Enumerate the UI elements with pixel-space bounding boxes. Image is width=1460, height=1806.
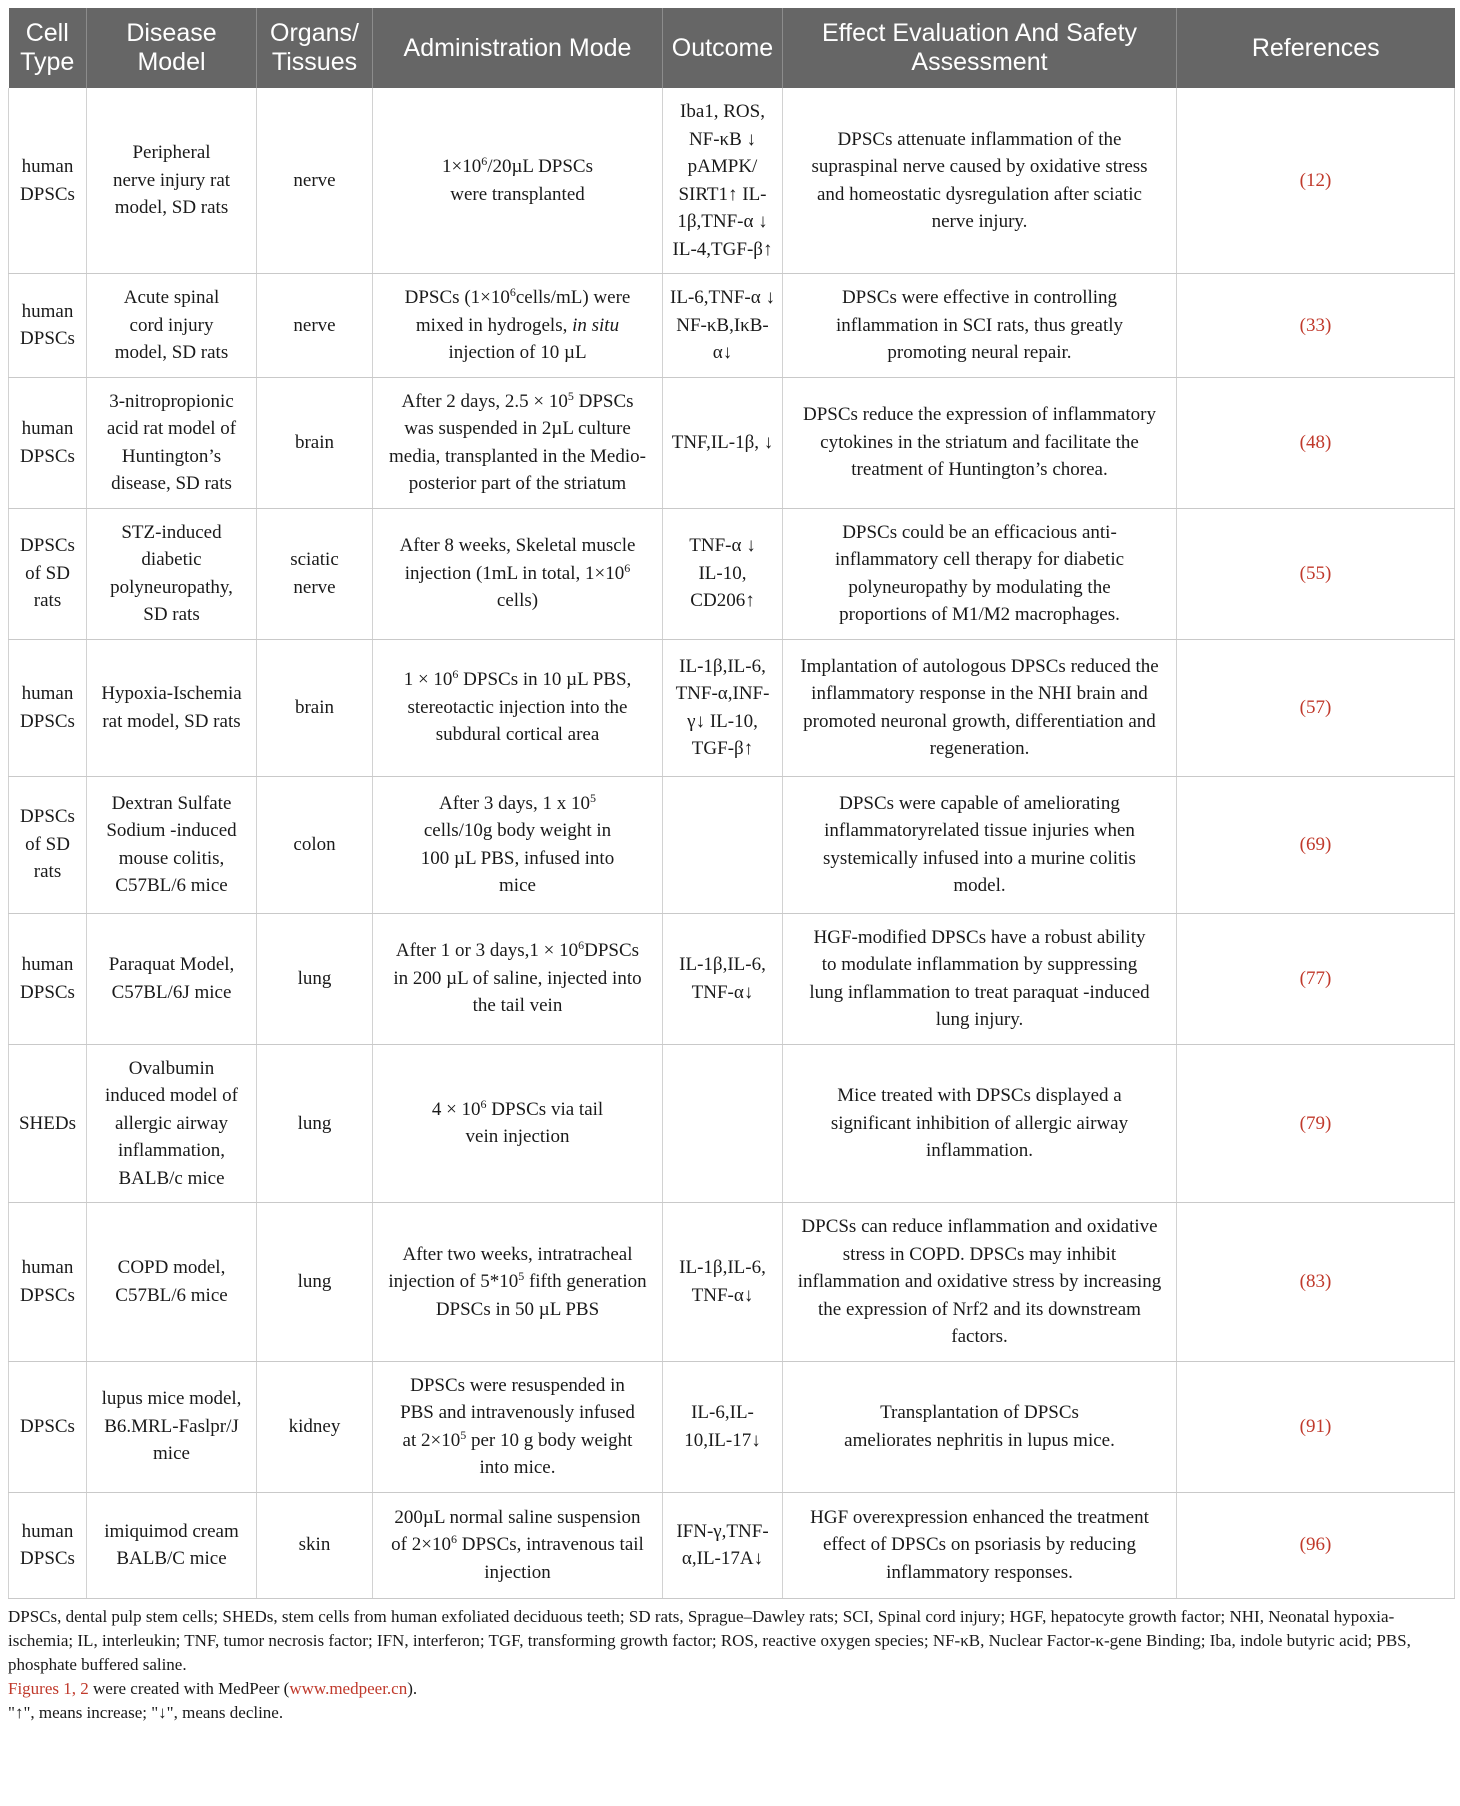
table-page (8, 8, 1454, 1725)
header-cell-type: Cell Type (9, 8, 87, 88)
outcome: IL-1β,IL-6, TNF-α↓ (663, 1203, 783, 1362)
reference-link[interactable]: (12) (1177, 88, 1455, 274)
outcome: IFN-γ,TNF-α,IL-17A↓ (663, 1492, 783, 1598)
disease-model: imiquimod cream BALB/C mice (87, 1492, 257, 1598)
cell-type: DPSCs of SD rats (9, 776, 87, 913)
header-disease-model: Disease Model (87, 8, 257, 88)
cell-type: DPSCs (9, 1361, 87, 1492)
reference-link[interactable]: (77) (1177, 913, 1455, 1044)
cell-type: human DPSCs (9, 274, 87, 378)
disease-model: Hypoxia-Ischemia rat model, SD rats (87, 639, 257, 776)
table-row (9, 274, 1455, 378)
disease-model: Dextran Sulfate Sodium -induced mouse colitis, C57BL/6 mice (87, 776, 257, 913)
organs: lung (257, 913, 373, 1044)
outcome: TNF-α ↓ IL-10, CD206↑ (663, 508, 783, 639)
administration-mode: After two weeks, intratracheal injection of $5*10^5$ fifth generation DPSCs in 50 µL PBS (373, 1203, 663, 1362)
disease-model: Ovalbumin induced model of allergic airway inflammation, BALB/c mice (87, 1044, 257, 1203)
administration-mode: DPSCs $(1\times 10^6cells/mL)$ were mixed in hydrogels, in situ injection of 10 µL (373, 274, 663, 378)
reference-link[interactable]: (33) (1177, 274, 1455, 378)
administration-mode: $1 \times 10^6$ DPSCs in 10 µL PBS, stereotactic injection into the subdural cortical area (373, 639, 663, 776)
table-footnotes (8, 1605, 1454, 1725)
reference-link[interactable]: (83) (1177, 1203, 1455, 1362)
outcome (663, 1044, 783, 1203)
reference-link[interactable]: (79) (1177, 1044, 1455, 1203)
header-organs: Organs/ Tissues (257, 8, 373, 88)
cell-type: human DPSCs (9, 1203, 87, 1362)
outcome: TNF,IL-1β, ↓ (663, 377, 783, 508)
organs: lung (257, 1044, 373, 1203)
outcome: IL-1β,IL-6, TNF-α,INF-γ↓ IL-10, TGF-β↑ (663, 639, 783, 776)
cell-type: human DPSCs (9, 639, 87, 776)
disease-model: Paraquat Model, C57BL/6J mice (87, 913, 257, 1044)
effect-evaluation: Implantation of autologous DPSCs reduced the inflammatory response in the NHI brain and promoted neuronal growth, differentiation and regeneration. (783, 639, 1177, 776)
outcome: IL-6,IL-10,IL-17↓ (663, 1361, 783, 1492)
cell-type: human DPSCs (9, 913, 87, 1044)
disease-model: lupus mice model, B6.MRL-Faslpr/J mice (87, 1361, 257, 1492)
organs: nerve (257, 274, 373, 378)
cell-type: DPSCs of SD rats (9, 508, 87, 639)
administration-mode: After 1 or 3 days,1 × $10^6DPSCs$ in 200 µL of saline, injected into the tail vein (373, 913, 663, 1044)
header-references: References (1177, 8, 1455, 88)
effect-evaluation: HGF overexpression enhanced the treatment effect of DPSCs on psoriasis by reducing inflammatory responses. (783, 1492, 1177, 1598)
effect-evaluation: HGF-modified DPSCs have a robust ability to modulate inflammation by suppressing lung inflammation to treat paraquat -induced lung injury. (783, 913, 1177, 1044)
header-effect: Effect Evaluation And Safety Assessment (783, 8, 1177, 88)
reference-link[interactable]: (55) (1177, 508, 1455, 639)
table-row (9, 88, 1455, 274)
organs: brain (257, 639, 373, 776)
administration-mode: DPSCs were resuspended in PBS and intravenously infused at $2\times 10^5$ per 10 g body weight into mice. (373, 1361, 663, 1492)
effect-evaluation: DPSCs could be an efficacious anti-inflammatory cell therapy for diabetic polyneuropathy by modulating the proportions of M1/M2 macrophages. (783, 508, 1177, 639)
reference-link[interactable]: (96) (1177, 1492, 1455, 1598)
outcome: Iba1, ROS, NF-κB ↓ pAMPK/ SIRT1↑ IL-1β,TNF-α ↓ IL-4,TGF-β↑ (663, 88, 783, 274)
organs: lung (257, 1203, 373, 1362)
effect-evaluation: DPCSs can reduce inflammation and oxidative stress in COPD. DPSCs may inhibit inflammation and oxidative stress by increasing the expression of Nrf2 and its downstream factors. (783, 1203, 1177, 1362)
arrows-note: "↑", means increase; "↓", means decline. (8, 1702, 284, 1722)
header-administration: Administration Mode (373, 8, 663, 88)
cell-type: human DPSCs (9, 88, 87, 274)
organs: colon (257, 776, 373, 913)
table-row (9, 1044, 1455, 1203)
disease-model: Acute spinal cord injury model, SD rats (87, 274, 257, 378)
administration-mode: 200µL normal saline suspension of $2\times 10^6$ DPSCs, intravenous tail injection (373, 1492, 663, 1598)
table-row (9, 1203, 1455, 1362)
administration-mode: After 2 days, $2.5 \times 10^5$ DPSCs was suspended in 2µL culture media, transplanted in the Medio-posterior part of the striatum (373, 377, 663, 508)
administration-mode: After 3 days, 1 x $10^5$ cells/10g body weight in 100 µL PBS, infused into mice (373, 776, 663, 913)
table-row (9, 639, 1455, 776)
outcome: IL-1β,IL-6, TNF-α↓ (663, 913, 783, 1044)
table-row (9, 913, 1455, 1044)
effect-evaluation: Mice treated with DPSCs displayed a significant inhibition of allergic airway inflammation. (783, 1044, 1177, 1203)
outcome: IL-6,TNF-α ↓ NF-κB,IκB-α↓ (663, 274, 783, 378)
effect-evaluation: Transplantation of DPSCs ameliorates nephritis in lupus mice. (783, 1361, 1177, 1492)
organs: kidney (257, 1361, 373, 1492)
cell-type: SHEDs (9, 1044, 87, 1203)
figures-link[interactable]: Figures 1, 2 (8, 1678, 89, 1698)
header-row (9, 8, 1455, 88)
dpsc-inflammation-table (8, 8, 1455, 1599)
abbreviations-note: DPSCs, dental pulp stem cells; SHEDs, stem cells from human exfoliated deciduous teeth; SD rats, Sprague–Dawley rats; SCI, Spinal cord injury; HGF, hepatocyte growth factor; NHI, Neonatal hypoxia-ischemia; IL, interleukin; TNF, tumor necrosis factor; IFN, interferon; TGF, transforming growth factor; ROS, reactive oxygen species; NF-κB, Nuclear Factor-κ-gene Binding; Iba, indole butyric acid; PBS, phosphate buffered saline. (8, 1606, 1411, 1674)
medpeer-link[interactable]: www.medpeer.cn (289, 1678, 408, 1698)
reference-link[interactable]: (69) (1177, 776, 1455, 913)
table-row (9, 508, 1455, 639)
figures-credit-note: Figures 1, 2 were created with MedPeer (www.medpeer.cn). (8, 1678, 418, 1698)
organs: brain (257, 377, 373, 508)
effect-evaluation: DPSCs attenuate inflammation of the supraspinal nerve caused by oxidative stress and homeostatic dysregulation after sciatic nerve injury. (783, 88, 1177, 274)
table-row (9, 1492, 1455, 1598)
reference-link[interactable]: (57) (1177, 639, 1455, 776)
disease-model: STZ-induced diabetic polyneuropathy, SD rats (87, 508, 257, 639)
organs: skin (257, 1492, 373, 1598)
administration-mode: $1\times 10^6/20\mu L$ DPSCs were transplanted (373, 88, 663, 274)
reference-link[interactable]: (91) (1177, 1361, 1455, 1492)
cell-type: human DPSCs (9, 377, 87, 508)
table-row (9, 377, 1455, 508)
effect-evaluation: DPSCs were effective in controlling inflammation in SCI rats, thus greatly promoting neural repair. (783, 274, 1177, 378)
organs: nerve (257, 88, 373, 274)
administration-mode: $4 \times 10^6$ DPSCs via tail vein injection (373, 1044, 663, 1203)
effect-evaluation: DPSCs reduce the expression of inflammatory cytokines in the striatum and facilitate the treatment of Huntington’s chorea. (783, 377, 1177, 508)
header-outcome: Outcome (663, 8, 783, 88)
administration-mode: After 8 weeks, Skeletal muscle injection (1mL in total, $1\times 10^6$ cells) (373, 508, 663, 639)
table-row (9, 1361, 1455, 1492)
disease-model: COPD model, C57BL/6 mice (87, 1203, 257, 1362)
outcome (663, 776, 783, 913)
organs: sciatic nerve (257, 508, 373, 639)
effect-evaluation: DPSCs were capable of ameliorating inflammatoryrelated tissue injuries when systemically infused into a murine colitis model. (783, 776, 1177, 913)
disease-model: 3-nitropropionic acid rat model of Huntington’s disease, SD rats (87, 377, 257, 508)
table-row (9, 776, 1455, 913)
cell-type: human DPSCs (9, 1492, 87, 1598)
disease-model: Peripheral nerve injury rat model, SD rats (87, 88, 257, 274)
reference-link[interactable]: (48) (1177, 377, 1455, 508)
